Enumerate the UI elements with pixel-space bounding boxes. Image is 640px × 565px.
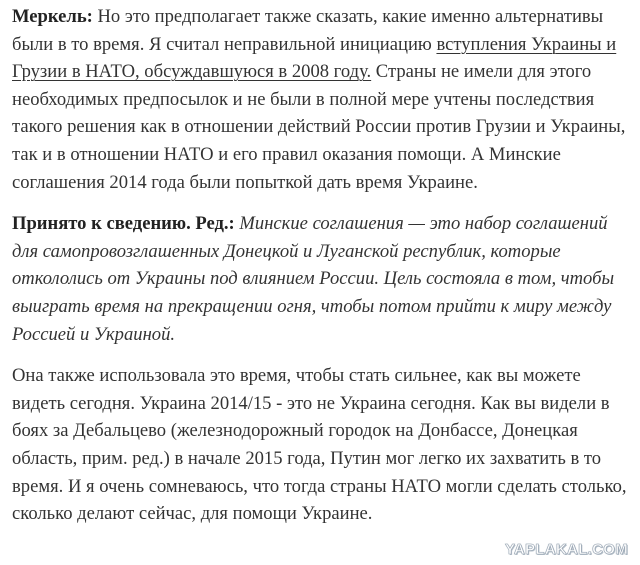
editor-note-paragraph [12,210,630,348]
editor-note-label: Принято к сведению. Ред.: [12,213,235,235]
site-watermark: YAPLAKAL.COM [504,541,628,558]
editor-note-text: Минские соглашения — это набор соглашений для самопровозглашенных Донецкой и Луганской республик, которые откололись от Украины под влиянием России. Цель состояла в том, чтобы выиграть время на прекращении огня, чтобы потом прийти к миру между Россией и Украиной. [12,213,615,345]
answer-text-end: Страны не имели для этого необходимых предпосылок и не были в полной мере учтены последствия такого решения как в отношении действий России против Грузии и Украины, так и в отношении НАТО и его правил оказания помощи. А Минские соглашения 2014 года были попыткой дать время Украине. [12,61,626,193]
body-paragraph-text: Она также использовала это время, чтобы стать сильнее, как вы можете видеть сегодня. Украина 2014/15 - это не Украина сегодня. Как вы видели в боях за Дебальцево (железнодорожный городок на Донбассе, Донецкая область, прим. ред.) в начале 2015 года, Путин мог легко их захватить в то время. И я очень сомневаюсь, что тогда страны НАТО могли сделать столько, сколько делают сейчас, для помощи Украине. [12,365,627,525]
nato-accession-link[interactable]: вступления Украины и Грузии в НАТО, обсуждавшуюся в 2008 году. [12,33,617,83]
answer-text-start: Но это предполагает также сказать, какие именно альтернативы были в то время. Я считал неправильной инициацию [12,6,604,55]
interview-answer-paragraph [12,0,630,196]
article-body [12,0,630,542]
speaker-label: Меркель: [12,6,93,27]
body-paragraph [12,362,630,528]
